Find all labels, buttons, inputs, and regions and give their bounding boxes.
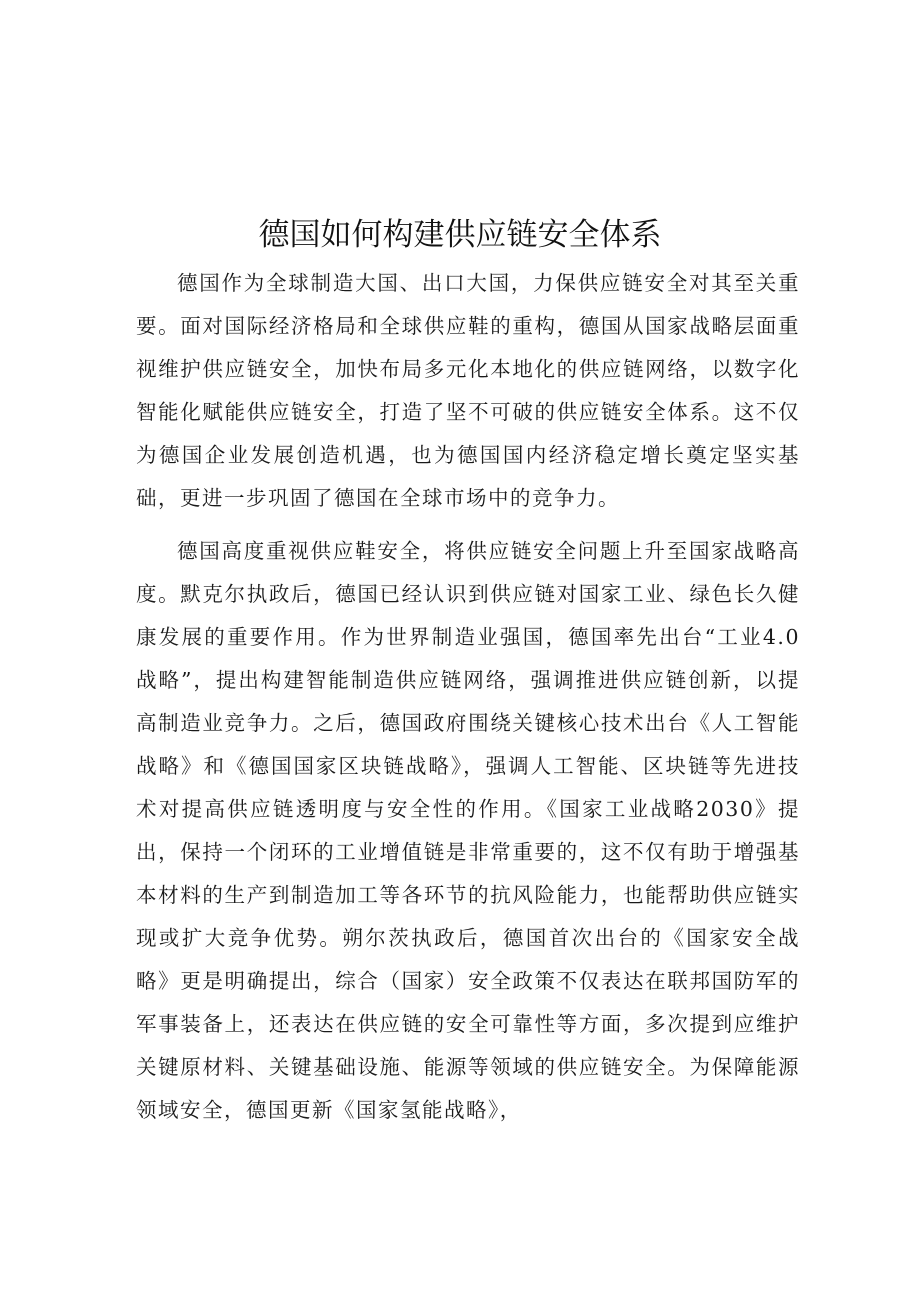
document-body xyxy=(136,262,800,1142)
document-title: 德国如何构建供应链安全体系 xyxy=(258,217,662,253)
paragraph-1: 德国作为全球制造大国、出口大国，力保供应链安全对其至关重要。面对国际经济格局和全球供应鞋的重构，德国从国家战略层面重视维护供应链安全，加快布局多元化本地化的供应链网络，以数字化智能化赋能供应链安全，打造了坚不可破的供应链安全体系。这不仅为德国企业发展创造机遇，也为德国国内经济稳定增长奠定坚实基础，更进一步巩固了德国在全球市场中的竞争力。 xyxy=(136,271,800,510)
paragraph-2: 德国高度重视供应鞋安全，将供应链安全问题上升至国家战略高度。默克尔执政后，德国已经认识到供应链对国家工业、绿色长久健康发展的重要作用。作为世界制造业强国，德国率先出台“工业4.0战略”，提出构建智能制造供应链网络，强调推进供应链创新，以提高制造业竞争力。之后，德国政府围绕关键核心技术出台《人工智能战略》和《德国国家区块链战略》，强调人工智能、区块链等先进技术对提高供应链透明度与安全性的作用。《国家工业战略2030》提出，保持一个闭环的工业增值链是非常重要的，这不仅有助于增强基本材料的生产到制造加工等各环节的抗风险能力，也能帮助供应链实现或扩大竞争优势。朔尔茨执政后，德国首次出台的《国家安全战略》更是明确提出，综合（国家）安全政策不仅表达在联邦国防军的军事装备上，还表达在供应链的安全可靠性等方面，多次提到应维护关键原材料、关键基础设施、能源等领域的供应链安全。为保障能源领域安全，德国更新《国家氢能战略》， xyxy=(136,539,800,1122)
